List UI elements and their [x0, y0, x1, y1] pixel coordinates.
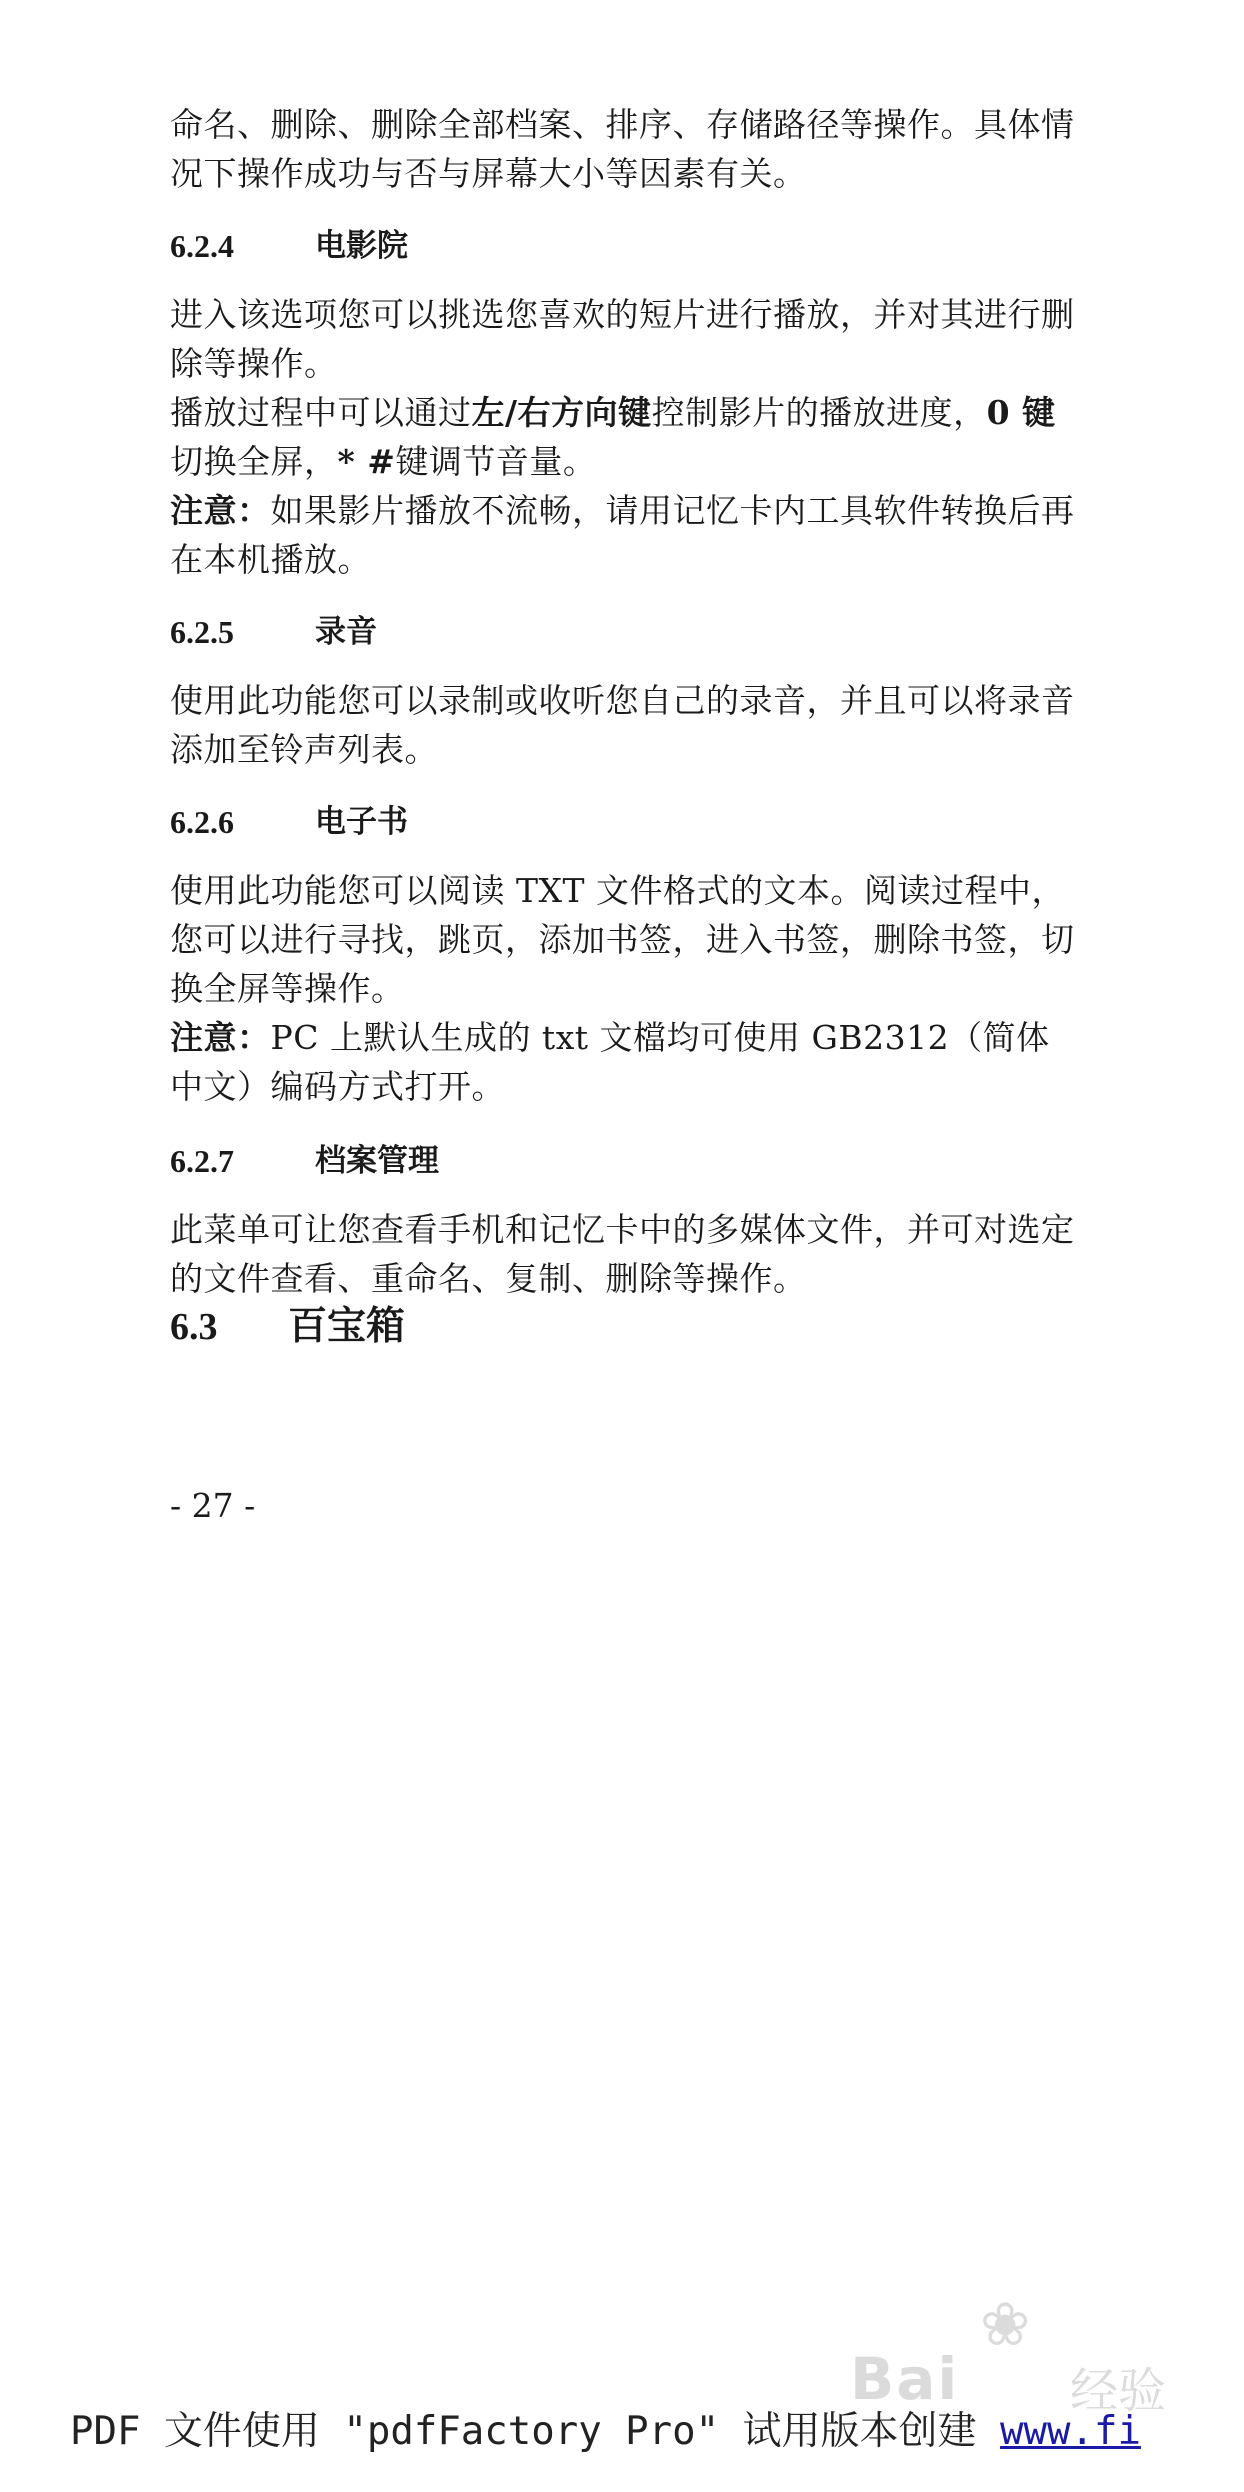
section-title: 百宝箱 [288, 1304, 406, 1349]
section-heading-6-2-4 [170, 226, 1080, 266]
note-label: 注意： [170, 491, 271, 530]
section-title: 档案管理 [315, 1143, 439, 1179]
paragraph-intro: 命名、删除、删除全部档案、排序、存储路径等操作。具体情况下操作成功与否与屏幕大小等因素有关。 [170, 105, 1075, 193]
paragraph-cinema-controls [170, 388, 1080, 486]
section-number: 6.2.5 [170, 614, 234, 650]
pdf-footer [70, 2400, 1141, 2456]
watermark-brand: Bai [850, 2345, 960, 2413]
section-title: 录音 [315, 614, 377, 650]
document-page [170, 100, 1080, 1347]
section-heading-6-2-5 [170, 612, 1080, 652]
footer-text: PDF 文件使用 "pdfFactory Pro" 试用版本创建 [70, 2409, 1001, 2454]
baidu-watermark [850, 2290, 1190, 2419]
note-label: 注意： [170, 1018, 271, 1057]
text-run-bold: 左/右方向键 [471, 393, 652, 432]
watermark-brand-cn: 经验 [1070, 2363, 1167, 2419]
paragraph-recording: 使用此功能您可以录制或收听您自己的录音，并且可以将录音添加至铃声列表。 [170, 681, 1075, 769]
section-number: 6.2.4 [170, 228, 234, 264]
text-run: 键调节音量。 [395, 442, 597, 481]
text-run-bold: 0 键 [986, 393, 1056, 432]
text-run: 切换全屏， [170, 442, 338, 481]
note-text: 如果影片播放不流畅，请用记忆卡内工具软件转换后再在本机播放。 [170, 491, 1075, 579]
text-run: 控制影片的播放进度， [651, 393, 987, 432]
text-run: 播放过程中可以通过 [170, 393, 472, 432]
page-number: - 27 - [170, 1486, 256, 1525]
paragraph-ebook: 使用此功能您可以阅读 TXT 文件格式的文本。阅读过程中，您可以进行寻找，跳页，添加书签，进入书签，删除书签，切换全屏等操作。 [170, 871, 1075, 1008]
section-number: 6.3 [170, 1306, 218, 1348]
text-run-bold: * # [337, 442, 396, 481]
section-number: 6.2.7 [170, 1143, 234, 1179]
paw-icon: ❀ [980, 2290, 1031, 2360]
paragraph-cinema-desc: 进入该选项您可以挑选您喜欢的短片进行播放，并对其进行删除等操作。 [170, 295, 1075, 383]
paragraph-file-manager: 此菜单可让您查看手机和记忆卡中的多媒体文件，并可对选定的文件查看、重命名、复制、删除等操作。 [170, 1210, 1075, 1298]
footer-link[interactable]: www.fi [1000, 2409, 1141, 2454]
section-heading-6-2-7 [170, 1141, 1080, 1181]
section-title: 电子书 [315, 804, 408, 840]
note-text: PC 上默认生成的 txt 文檔均可使用 GB2312（简体中文）编码方式打开。 [170, 1018, 1050, 1106]
section-number: 6.2.6 [170, 804, 234, 840]
section-heading-6-3 [170, 1304, 1080, 1349]
paragraph-cinema-note [170, 486, 1080, 584]
section-heading-6-2-6 [170, 802, 1080, 842]
section-title: 电影院 [315, 228, 408, 264]
paragraph-ebook-note [170, 1013, 1080, 1111]
